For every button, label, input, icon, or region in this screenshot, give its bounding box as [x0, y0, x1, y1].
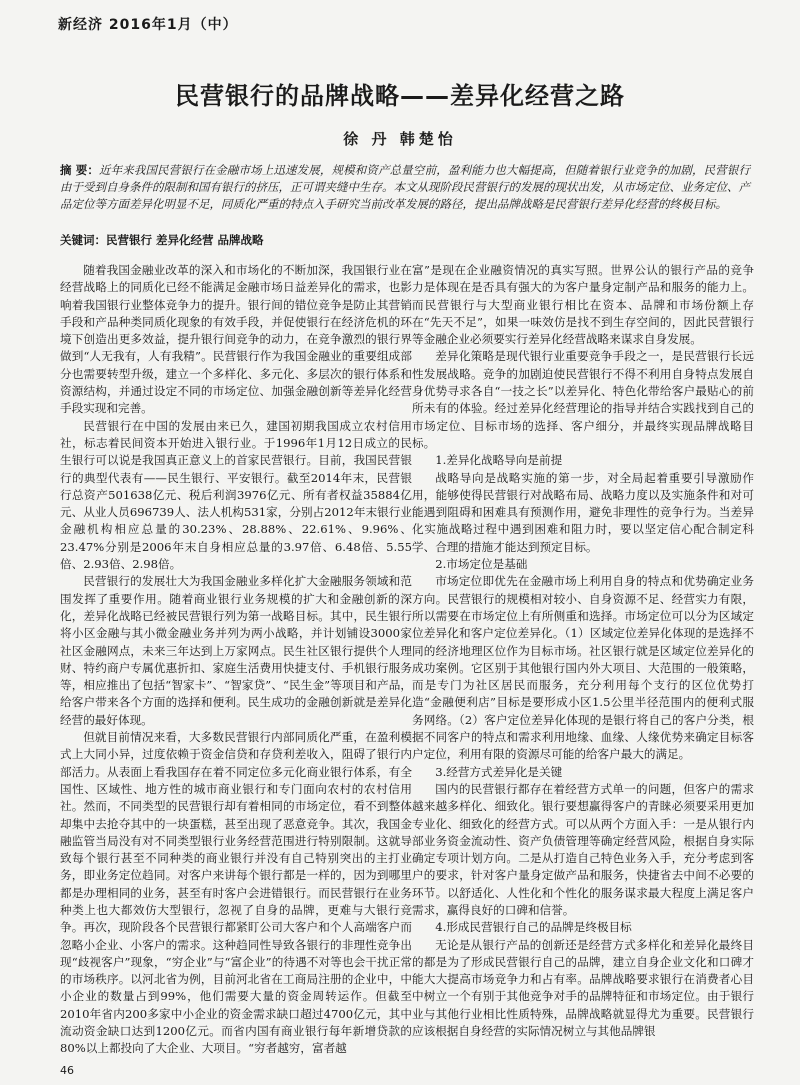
running-head: 新经济 2016年1月（中） [58, 17, 238, 33]
paragraph: 无论是从银行产品的创新还是经营方式多样化和差异化最终目的都是为了形成民营银行自己的品牌，建立自身企业文化和口碑才能大大提高市场竞争力和占有率。品牌战略要求银行在消费者心目中树立一个有别于其他竞争对手的品牌特征和市场定位。由于银行业与其他行业相比性质特殊，品牌战略就显得尤为重要。民营银行应该根据自身经营的实际情况树立与其他品牌银 [412, 937, 754, 1039]
section-heading: 3.经营方式差异化是关键 [435, 764, 563, 779]
paragraph: 随着我国金融业改革的深入和市场化的不断加深，我国银行业在经营战略上的同质化已经不能满足金融市场日益差异化的需求，也影响着我国银行业整体竞争力的提升。银行间的错位竞争是防止其营销手段和产品种类同质化现象的有效手段，并促使银行在经济危机的环境下创造出更多效益，提升银行间竞争的动力，在竞争激烈的银行界做到“人无我有，人有我精”。民营银行作为我国金融业的重要组成部分也需要转型升级，建立一个多样化、多元化、多层次的银行体系和资源结构，并通过设定不同的市场定位、加强金融创新等差异化经营手段实现和完善。 [60, 263, 412, 416]
paragraph: 民营银行的发展壮大为我国金融业多样化扩大金融服务领域和范围发挥了重要作用。随着商业银行业务规模的扩大和金融创新的深化，差异化战略已经被民营银行列为第一战略目标。其中，民生银行将小区金融与其小微金融业务并列为两小战略，并计划铺设3000家社区金融网点，未来三年达到上万家网点。民生社区银行提供个人理财、特约商户专属优惠折扣、家庭生活费用快捷支付、手机银行服务等，相应推出了包括“智家卡”、“智家贷”、“民生金”等项目和产品，给客户带来各个方面的选择和便利。民生成功的金融创新就是差异化经营的最好体现。 [60, 574, 412, 727]
keywords [60, 232, 750, 248]
paragraph: 国内的民营银行都存在着经营方式单一的问题，但客户的需求越来越多样化、细致化。银行要想赢得客户的青睐必须要采用更加专业化、细致化的经营方式。可以从两个方面入手：一是从银行内部业务资金流动性、资产负债管理等确定经营风险，根据自身实际确定专项计划方向。二是从打造自己特色业务入手，充分考虑到客户的要求，针对客户量身定做产品和服务，快捷省去中间不必要的环节。以舒适化、人性化和个性化的服务谋求最大程度上满足客户需求，赢得良好的口碑和信誉。 [412, 781, 754, 917]
paragraph: 但就目前情况来看，大多数民营银行内部同质化严重，在盈利模式上大同小异，过度依赖于资金信贷和存贷利差收入，阻碍了银行内部活力。从表面上看我国存在着不同定位多元化商业银行体系，有全国性、区域性、地方性的城市商业银行和专门面向农村的农村信用社。然而，不同类型的民营银行却有着相同的市场定位，看不到整体却集中去抢夺其中的一块蛋糕，甚至出现了恶意竞争。其次，我国金融监管当局没有对不同类型银行业务经营范围进行特别限制。这就导致每个银行甚至不同种类的商业银行并没有自己特别突出的主打业务，即业务定位趋同。对客户来讲每个银行都是一样的，因为到哪里都是办理相同的业务，甚至有时客户会进错银行。而民营银行在业务种类上也大都效仿大型银行，忽视了自身的品牌，更难与大银行竞争。再次，现阶段各个民营银行都紧盯公司大客户和个人高端客户而忽略小企业、小客户的需求。这种趋同性导致各银行的非理性竞争出现“歧视客户”现象，“穷企业”与“富企业”的待遇不对等也会干扰正常的市场秩序。以河北省为例，目前河北省在工商局注册的企业中，中小企业的数量占到99%，他们需要大量的资金周转运作。但截至2010年省内200多家中小企业的资金需求缺口超过4700亿元，其中流动资金缺口达到1200亿元。而省内国有商业银行每年新增贷款的80%以上都投向了大企业、大项目。“穷者越穷，富者越 [60, 730, 412, 1056]
section-heading: 4.形成民营银行自己的品牌是终极目标 [435, 920, 632, 935]
paragraph: 富”是现在企业融资情况的真实写照。世界公认的银行产品的竞争力是体现在是否具有强大的为客户量身定制产品和服务的能力上。而民营银行与大型商业银行相比在资本、品牌和市场份额上存在“先天不足”，如果一味效仿是找不到生存空间的，因此民营银行等金融企业必须要实行差异化经营战略来谋求自身发展。 [412, 263, 754, 347]
paragraph: 差异化策略是现代银行业重要竞争手段之一，是民营银行长远性发展战略。竞争的加剧迫使民营银行不得不利用自身特点发展自身优势寻求各自“一技之长”以差异化、特色化带给客户最贴心的前所未有的体验。经过差异化经营理论的指导并结合实践找到自己的市场定位、目标市场的选择、客户细分，并最终实现品牌战略目标。 [412, 349, 754, 450]
article-authors: 徐 丹 韩楚怡 [343, 130, 457, 148]
paragraph: 民营银行在中国的发展由来已久，建国初期我国成立农村信用社，标志着民间资本开始进入银行业。于1996年1月12日成立的民生银行可以说是我国真正意义上的首家民营银行。目前，我国民营银行的典型代表有——民生银行、平安银行。截至2014年末，民营银行总资产501638亿元、税后利润3976亿元、所有者权益35884亿元、从业人员696739人、法人机构531家，分别占2012年末银行业金融机构相应总量的30.23%、28.88%、22.61%、9.96%、23.47%分别是2006年末自身相应总量的3.97倍、6.48倍、5.55倍、2.93倍、2.98倍。 [60, 418, 412, 572]
article-title: 民营银行的品牌战略——差异化经营之路 [175, 82, 625, 110]
body-column-left [60, 262, 412, 1058]
keywords-label: 关键词： [60, 233, 106, 247]
body-column-right [412, 262, 754, 1040]
abstract [60, 162, 750, 213]
page-number: 46 [60, 1064, 74, 1077]
section-heading: 1.差异化战略导向是前提 [435, 453, 563, 468]
abstract-label: 摘 要： [60, 163, 100, 177]
paragraph: 市场定位即优先在金融市场上利用自身的特点和优势确定业务方向。民营银行的规模相对较小、自身资源不足、经营实力有限，所以需要在市场定位上有所侧重和选择。市场定位可以分为区域定位差异化和客户定位差异化。（1）区域定位差异化体现的是选择不同的经济地理区位作为目标市场。社区银行就是区域定位差异化的成功案例。它区别于其他银行国内外大项目、大范围的一般策略，而是专门为社区居民而服务，充分利用每个支行的区位优势打造“金融便利店”目标是要形成小区1.5公里半径范围内的便利式服务网络。（2）客户定位差异化体现的是银行将自己的客户分类，根据不同客户的特点和需求利用地缘、血缘、人缘优势来确定目标客户定位，利用有限的资源尽可能的给客户最大的满足。 [412, 574, 754, 762]
section-heading: 2.市场定位是基础 [435, 557, 528, 572]
abstract-text: 近年来我国民营银行在金融市场上迅速发展，规模和资产总量空前，盈利能力也大幅提高，但随着银行业竞争的加剧，民营银行由于受到自身条件的限制和国有银行的挤压，正可谓夹缝中生存。本文从现阶段民营银行的发展的现状出发，从市场定位、业务定位、产品定位等方面差异化明显不足，同质化严重的特点入手研究当前改革发展的路径，提出品牌战略是民营银行差异化经营的终极目标。 [60, 163, 750, 211]
keywords-text: 民营银行 差异化经营 品牌战略 [106, 233, 264, 247]
paragraph: 战略导向是战略实施的第一步，对全局起着重要引导激励作用，能够使得民营银行对战略布局、战略力度以及实施条件和对可能遇到阻碍和困难具有预测作用，避免非理性的竞争行为。当差异化实施战略过程中遇到困难和阻力时，要以坚定信心配合制定科学、合理的措施才能达到预定目标。 [412, 470, 754, 554]
